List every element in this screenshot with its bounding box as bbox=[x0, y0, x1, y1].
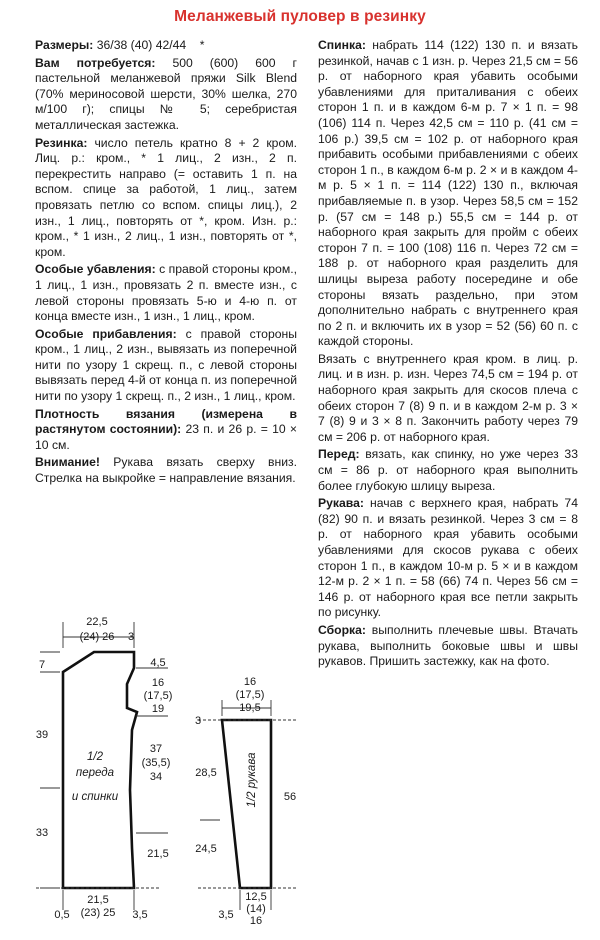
dim-37-3: 34 bbox=[149, 771, 163, 783]
rib-text: число петель кратно 8 + 2 кром. Лиц. р.: кром., * 1 лиц., 2 изн., 2 п. перекрестить направо (= оставить 1 п. на вспом. спице за работой, 1 лиц., затем провязать петлю со вспом. спицы лиц.), 2 изн., 1 лиц., повторять от *, кром. Изн. р.: кром., * 1 изн., 2 лиц., 1 изн., повторять от *, кром. bbox=[35, 135, 297, 259]
dim-33: 33 bbox=[35, 827, 49, 839]
sleeve-top-3: 19,5 bbox=[239, 702, 261, 714]
sleeve-bottom-2: (14) bbox=[246, 903, 266, 915]
sizes-text: 36/38 (40) 42/44 bbox=[93, 38, 187, 52]
dim-neck-1: 16 bbox=[151, 677, 165, 689]
dim-bottom-2: (23) 25 bbox=[80, 907, 116, 919]
assembly-label: Сборка: bbox=[318, 622, 366, 637]
sleeve-dim-56: 56 bbox=[283, 791, 297, 803]
dim-bottom-1: 21,5 bbox=[87, 894, 109, 906]
sizes-mark: * bbox=[199, 38, 205, 52]
dim-37-2: (35,5) bbox=[141, 757, 171, 769]
sleeve-dim-3-5: 3,5 bbox=[218, 909, 234, 921]
gauge-label: Плотность вязания (измерена в растянутом состоянии): bbox=[35, 406, 297, 437]
front-text: вязать, как спинку, но уже через 33 см = 86 р. от наборного края выполнить более глубокую шлицу выреза. bbox=[318, 447, 578, 493]
sleeve-dim-3: 3 bbox=[194, 715, 202, 727]
dim-top-3: 3 bbox=[127, 631, 135, 643]
dim-top-width-2: (24) 26 bbox=[79, 631, 115, 643]
increase-label: Особые прибавления: bbox=[35, 326, 177, 341]
body-label-3: и спинки bbox=[71, 791, 119, 803]
dim-39: 39 bbox=[35, 729, 49, 741]
dim-neck-2: (17,5) bbox=[143, 690, 173, 702]
sleeve-bottom-3: 16 bbox=[249, 915, 263, 927]
decrease-label: Особые убавления: bbox=[35, 262, 156, 277]
sleeve-dim-28-5: 28,5 bbox=[195, 767, 217, 779]
materials-text: 500 (600) 600 г пастельной меланжевой пряжи Silk Blend (70% мериносовой шерсти, 30% шелка, 270 м/100 г); спицы № 5; серебристая металлическая застежка. bbox=[35, 55, 297, 132]
materials-label: Вам потребуется: bbox=[35, 55, 156, 70]
sleeve-top-1: 16 bbox=[243, 676, 257, 688]
dim-4-5: 4,5 bbox=[150, 657, 166, 669]
sleeve-text: начав с верхнего края, набрать 74 (82) 90 п. и вязать резинкой. Через 3 см = 8 р. от наборного края убавить особыми убавлениями для скосов рукава с обеих сторон 1 п., в каждом 10-м р. 5 × и в каждом 12-м р. 2 × 1 п. = 58 (66) 74 п. Через 56 см = 146 р. от наборного края все петли закрыть по рисунку. bbox=[318, 496, 578, 620]
back-text-2: Вязать с внутреннего края кром. в лиц. р. лиц. и в изн. р. изн. Через 74,5 см = 194 р. от наборного края закрыть для скосов плеча с обеих сторон 7 (8) 9 п. и в каждом 2-м р. 3 × 7 (8) 9 и 3 × 8 п. Закончить работу через 79 см = 206 р. от наборного края. bbox=[318, 351, 578, 444]
back-label: Спинка: bbox=[318, 38, 366, 52]
dim-0-5: 0,5 bbox=[54, 909, 70, 921]
sizes-label: Размеры: bbox=[35, 38, 94, 52]
dim-7: 7 bbox=[38, 659, 46, 671]
attention-label: Внимание! bbox=[35, 455, 100, 470]
body-label-2: переда bbox=[75, 767, 115, 779]
sleeve-label: Рукава: bbox=[318, 496, 364, 511]
sleeve-top-2: (17,5) bbox=[235, 689, 265, 701]
dim-neck-3: 19 bbox=[151, 703, 165, 715]
sleeve-bottom-1: 12,5 bbox=[245, 891, 267, 903]
dim-37-1: 37 bbox=[149, 743, 163, 755]
body-label-1: 1/2 bbox=[87, 751, 103, 763]
attention-text: Рукава вязать сверху вниз. Стрелка на выкройке = направление вязания. bbox=[35, 455, 297, 486]
front-label: Перед: bbox=[318, 447, 360, 462]
gauge-text: 23 п. и 26 р. = 10 × 10 см. bbox=[35, 422, 298, 452]
sleeve-label: 1/2 рукава bbox=[246, 752, 258, 808]
page-title: Меланжевый пуловер в резинку bbox=[174, 8, 426, 25]
dim-3-5: 3,5 bbox=[132, 909, 148, 921]
rib-label: Резинка: bbox=[35, 135, 88, 150]
dim-21-5: 21,5 bbox=[147, 848, 169, 860]
assembly-text: выполнить плечевые швы. Втачать рукава, выполнить боковые швы и швы рукавов. Пришить застежку, как на фото. bbox=[318, 622, 578, 669]
sleeve-dim-24-5: 24,5 bbox=[195, 843, 217, 855]
decrease-text: с правой стороны кром., 1 лиц., 1 изн., провязать 2 п. вместе изн., с левой стороны провязать 5-ю и 4-ю п. от конца вместе изн., 1 изн., 1 лиц., кром. bbox=[35, 262, 297, 324]
dim-top-width-1: 22,5 bbox=[86, 616, 108, 628]
back-text: набрать 114 (122) 130 п. и вязать резинкой, начав с 1 изн. р. Через 21,5 см = 56 р. от наборного края убавить особыми убавлениями для приталивания с обеих сторон 1 п. и в каждом 6-м р. 7 × 1 п. = 98 (106) 114 п. Через 42,5 см = 110 р. (41 см = 106 р.) 39,5 см = 102 р. от наборного края прибавить особыми прибавлениями с обеих сторон 1 п., в каждом 6-м р. 2 × и в каждом 4-м р. 5 × 1 п. = 114 (122) 130 п., включая прибавляемые п. в узор. Через 58,5 см = 152 р. (57 см = 148 р.) 55,5 см = 144 р. от наборного края закрыть для пройм с обеих сторон 7 п. = 100 (108) 116 п. Через 72 см = 188 р. от наборного края разделить для шлицы выреза работу посередине и обе стороны вязать раздельно, при этом дополнительно набрать с внутреннего края по 2 п. и включить их в узор = 52 (56) 60 п. с каждой стороны. bbox=[318, 38, 578, 349]
increase-text: с правой стороны кром., 1 лиц., 2 изн., вывязать из поперечной нити по узору 1 скрещ. п., с левой стороны вывязать перед 4-й от конца п. из поперечной нити по узору 1 скрещ. п., 2 изн., 1 лиц., кром. bbox=[35, 326, 297, 404]
